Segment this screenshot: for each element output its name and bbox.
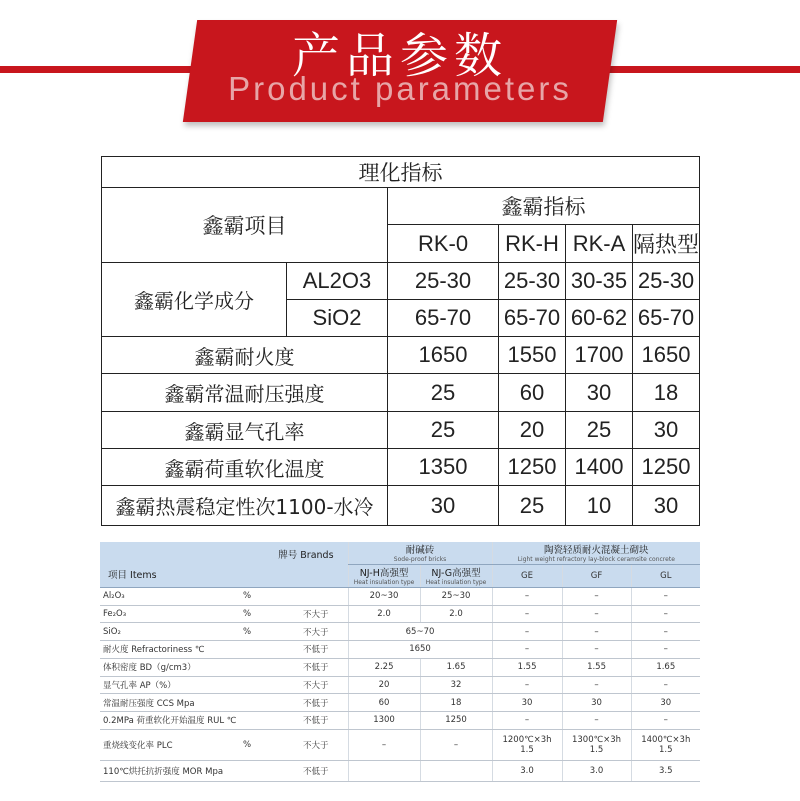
brands-spec-table (100, 542, 700, 782)
value-cell: 1550 (499, 337, 566, 374)
value-cell: 25 (388, 374, 499, 412)
value-cell: 1650 (633, 337, 700, 374)
value-cell: 25-30 (499, 263, 566, 300)
limit-cell: 不低于 (300, 694, 348, 712)
limit-cell: 不低于 (300, 712, 348, 730)
item-cell: Al₂O₃ (100, 587, 240, 605)
value-cell: 30 (631, 694, 700, 712)
value-cell: 30 (492, 694, 562, 712)
value-cell: 25~30 (420, 587, 492, 605)
value-cell: 18 (633, 374, 700, 412)
col-header-njh: NJ-H高强型 Heat insulation type (348, 564, 420, 587)
items-label: 项目 Items (108, 569, 157, 581)
limit-cell: 不大于 (300, 676, 348, 694)
value-cell: – (420, 729, 492, 760)
value-cell: – (562, 712, 631, 730)
value-cell: 20~30 (348, 587, 420, 605)
value-cell: 60 (348, 694, 420, 712)
value-cell: – (492, 676, 562, 694)
limit-cell: 不低于 (300, 761, 348, 782)
value-cell: 25 (388, 412, 499, 449)
corner-header (100, 542, 348, 587)
value-cell: – (492, 712, 562, 730)
col-header-gf: GF (562, 564, 631, 587)
item-cell: 0.2MPa 荷重软化开始温度 RUL ℃ (100, 712, 300, 730)
item-cell: 110℃烘托抗折强度 MOR Mpa (100, 761, 300, 782)
unit-cell: % (240, 605, 300, 623)
limit-cell (300, 587, 348, 605)
value-cell: 2.25 (348, 658, 420, 676)
chem-label: 鑫霸化学成分 (102, 263, 287, 337)
value-cell: – (631, 587, 700, 605)
merged-value-cell: 1650 (348, 641, 492, 659)
value-cell: – (348, 729, 420, 760)
value-cell: 25 (566, 412, 633, 449)
item-cell: 重烧线变化率 PLC (100, 729, 240, 760)
value-cell: 30 (633, 486, 700, 526)
value-cell: 30 (562, 694, 631, 712)
grade-header: RK-0 (388, 225, 499, 263)
unit-cell: % (240, 623, 300, 641)
plc-cell-ge: 1200℃×3h 1.5 (492, 729, 562, 760)
value-cell: 65-70 (388, 300, 499, 337)
plc-cell-gl: 1400℃×3h 1.5 (631, 729, 700, 760)
value-cell: 25 (499, 486, 566, 526)
value-cell: 1700 (566, 337, 633, 374)
value-cell: 3.5 (631, 761, 700, 782)
value-cell: – (631, 676, 700, 694)
banner-title: 产品参数 (291, 28, 508, 84)
group-header-alkali: 耐碱砖 Sode-proof bricks (348, 542, 492, 564)
unit-cell: % (240, 587, 300, 605)
limit-cell: 不大于 (300, 623, 348, 641)
item-cell: 耐火度 Refractoriness ℃ (100, 641, 300, 659)
banner-subtitle: Product parameters (228, 70, 572, 107)
value-cell: 30 (388, 486, 499, 526)
merged-value-cell: 65~70 (348, 623, 492, 641)
value-cell: – (631, 641, 700, 659)
value-cell: 60-62 (566, 300, 633, 337)
value-cell: 1.55 (492, 658, 562, 676)
value-cell: – (631, 605, 700, 623)
plc-cell-gf: 1300℃×3h 1.5 (562, 729, 631, 760)
row-label: 鑫霸热震稳定性次1100-水冷 (102, 486, 388, 526)
value-cell: 1250 (633, 449, 700, 486)
grade-header: 隔热型 (633, 225, 700, 263)
row-label: 鑫霸常温耐压强度 (102, 374, 388, 412)
value-cell: – (562, 623, 631, 641)
value-cell: 10 (566, 486, 633, 526)
value-cell: 25-30 (388, 263, 499, 300)
value-cell: – (492, 605, 562, 623)
item-header: 鑫霸项目 (102, 188, 388, 263)
value-cell: – (562, 605, 631, 623)
row-label: 鑫霸荷重软化温度 (102, 449, 388, 486)
value-cell: 65-70 (499, 300, 566, 337)
value-cell: 3.0 (492, 761, 562, 782)
value-cell: 1650 (388, 337, 499, 374)
limit-cell: 不大于 (300, 729, 348, 760)
limit-cell: 不低于 (300, 641, 348, 659)
value-cell: 1250 (420, 712, 492, 730)
value-cell: 30-35 (566, 263, 633, 300)
chem-component: SiO2 (287, 300, 388, 337)
value-cell: – (631, 712, 700, 730)
value-cell: 18 (420, 694, 492, 712)
limit-cell: 不低于 (300, 658, 348, 676)
group-header-ceramsite: 陶瓷轻质耐火混凝土砌块 Light weight refractory lay-block ceramsite concrete (492, 542, 700, 564)
value-cell: – (492, 623, 562, 641)
value-cell: 2.0 (420, 605, 492, 623)
item-cell: Fe₂O₃ (100, 605, 240, 623)
value-cell: – (492, 587, 562, 605)
value-cell: 65-70 (633, 300, 700, 337)
value-cell: 20 (499, 412, 566, 449)
value-cell: 32 (420, 676, 492, 694)
value-cell: 2.0 (348, 605, 420, 623)
value-cell: 3.0 (562, 761, 631, 782)
limit-cell: 不大于 (300, 605, 348, 623)
item-cell: 显气孔率 AP（%） (100, 676, 300, 694)
value-cell (348, 761, 420, 782)
brands-label: 牌号 Brands (278, 550, 334, 561)
item-cell: 体积密度 BD（g/cm3） (100, 658, 300, 676)
value-cell: 30 (633, 412, 700, 449)
value-cell: – (492, 641, 562, 659)
value-cell: 1400 (566, 449, 633, 486)
physicochemical-table (101, 156, 700, 526)
grade-header: RK-A (566, 225, 633, 263)
value-cell: – (631, 623, 700, 641)
value-cell: – (562, 587, 631, 605)
item-cell: 常温耐压强度 CCS Mpa (100, 694, 300, 712)
value-cell (420, 761, 492, 782)
chem-component: AL2O3 (287, 263, 388, 300)
row-label: 鑫霸显气孔率 (102, 412, 388, 449)
value-cell: 1350 (388, 449, 499, 486)
value-cell: – (562, 676, 631, 694)
col-header-gl: GL (631, 564, 700, 587)
col-header-njg: NJ-G高强型 Heat insulation type (420, 564, 492, 587)
item-cell: SiO₂ (100, 623, 240, 641)
section-title: 理化指标 (102, 157, 700, 188)
value-cell: 1250 (499, 449, 566, 486)
value-cell: 30 (566, 374, 633, 412)
value-cell: 1.65 (420, 658, 492, 676)
value-cell: 1.55 (562, 658, 631, 676)
value-cell: 25-30 (633, 263, 700, 300)
grade-header: RK-H (499, 225, 566, 263)
row-label: 鑫霸耐火度 (102, 337, 388, 374)
value-cell: 20 (348, 676, 420, 694)
unit-cell: % (240, 729, 300, 760)
value-cell: – (562, 641, 631, 659)
value-cell: 1300 (348, 712, 420, 730)
value-cell: 60 (499, 374, 566, 412)
spec-header: 鑫霸指标 (388, 188, 700, 225)
col-header-ge: GE (492, 564, 562, 587)
value-cell: 1.65 (631, 658, 700, 676)
